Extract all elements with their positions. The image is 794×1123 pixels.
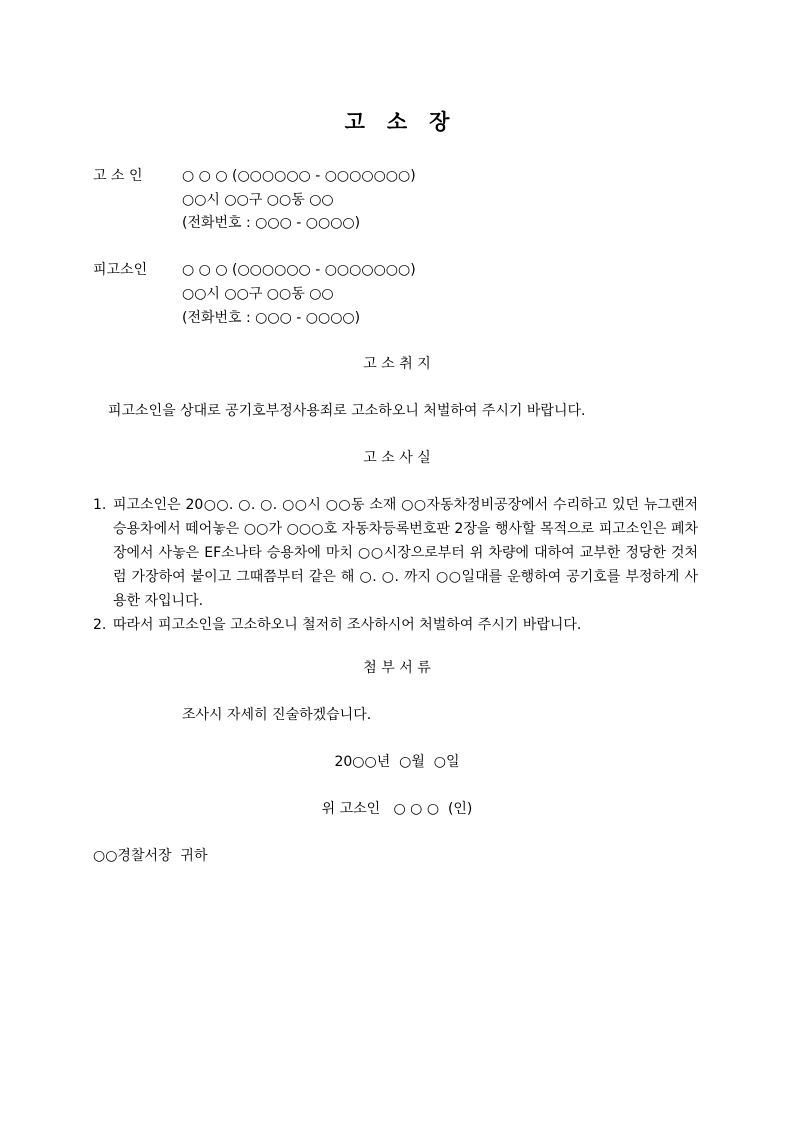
facts-list: [93, 493, 698, 637]
facts-item-number: 2.: [93, 617, 107, 633]
complainant-phone: (전화번호 : ○○○ - ○○○○): [182, 215, 361, 231]
document-title: 고 소 장: [344, 110, 450, 134]
purpose-text: 피고소인을 상대로 공기호부정사용죄로 고소하오니 처벌하여 주시기 바랍니다.: [108, 403, 586, 419]
facts-item-number: 1.: [93, 497, 107, 513]
attachments-heading: 첨 부 서 류: [363, 660, 431, 676]
facts-item-1: [93, 493, 698, 613]
defendant-phone: (전화번호 : ○○○ - ○○○○): [182, 310, 361, 326]
defendant-address: ○○시 ○○구 ○○동 ○○: [182, 286, 334, 302]
defendant-name-id: ○ ○ ○ (○○○○○○ - ○○○○○○○): [182, 262, 416, 278]
facts-heading: 고 소 사 실: [363, 450, 431, 466]
document-date: 20○○년 ○월 ○일: [334, 754, 460, 770]
complainant-address: ○○시 ○○구 ○○동 ○○: [182, 192, 334, 208]
complainant-label: 고 소 인: [93, 168, 143, 184]
defendant-label: 피고소인: [93, 262, 148, 278]
facts-item-text: 피고소인은 20○○. ○. ○. ○○시 ○○동 소재 ○○자동차정비공장에서 수리하고 있던 뉴그랜저 승용차에서 떼어놓은 ○○가 ○○○호 자동차등록번호판 2장을 행사할 목적으로 피고소인은 폐차장에서 사놓은 EF소나타 승용차에 마치 ○○시장으로부터 위 차량에 대하여 교부한 정당한 것처럼 가장하여 붙이고 그때쯤부터 같은 해 ○. ○. 까지 ○○일대를 운행하여 공기호를 부정하게 사용한 자입니다.: [113, 497, 698, 609]
facts-item-2: [93, 613, 698, 637]
purpose-heading: 고 소 취 지: [363, 356, 431, 372]
complainant-name-id: ○ ○ ○ (○○○○○○ - ○○○○○○○): [182, 168, 416, 184]
attachments-text: 조사시 자세히 진술하겠습니다.: [182, 707, 372, 723]
signature-line: 위 고소인 ○ ○ ○ (인): [321, 801, 473, 817]
facts-item-text: 따라서 피고소인을 고소하오니 철저히 조사하시어 처벌하여 주시기 바랍니다.: [113, 617, 582, 633]
addressee: ○○경찰서장 귀하: [93, 848, 208, 864]
